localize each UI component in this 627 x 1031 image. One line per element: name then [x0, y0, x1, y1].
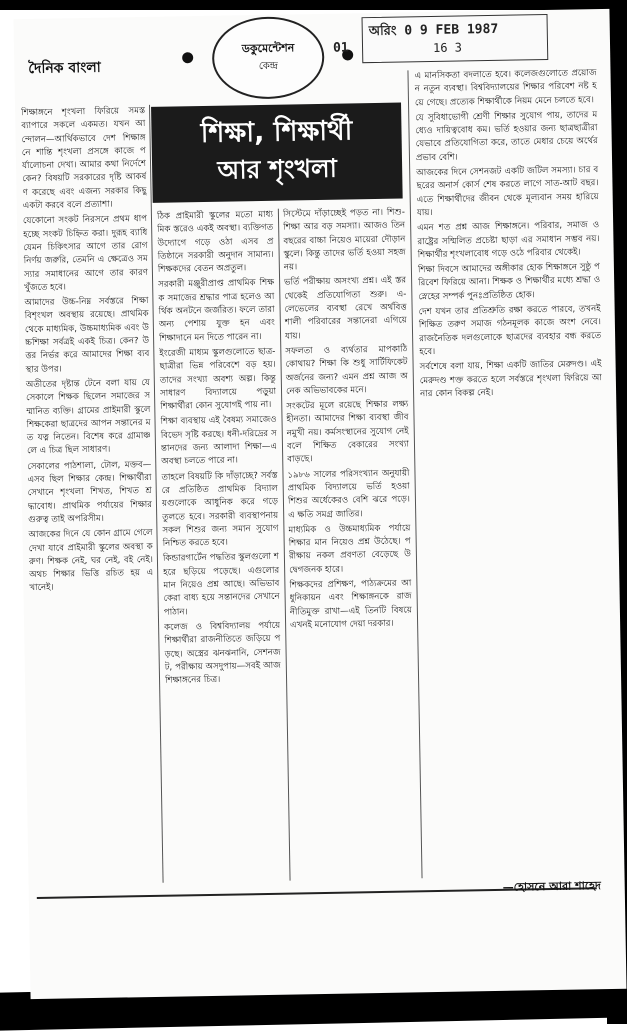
article-paragraph: শিক্ষাঙ্গনে শৃংখলা ফিরিয়ে সমস্ত ব্যাপারে সকলে একমত। যখন আন্দোলন—আর্থিকভাবে দেশ শিক্ষাঙ্গনে শান্তি শৃংখলা প্রসঙ্গে কাজে পর্যালোচনা দেখা। আমার কথা নির্দেশে কেন? বিষয়টি সরকারের দৃষ্টি আকর্ষণ করেছে এবং এজন্য সরকার কিছু একটা করবে বলে প্রত্যাশা।: [21, 105, 147, 212]
article-paragraph: এমন শত প্রশ্ন আজ শিক্ষাঙ্গনে। পরিবার, সমাজ ও রাষ্ট্রের সম্মিলিত প্রচেষ্টা ছাড়া এর সমাধান সম্ভব নয়। শিক্ষার্থীর শৃংখলাবোধ গড়ে ওঠে পরিবার থেকেই।: [417, 220, 600, 261]
article-paragraph: তাহলে বিষয়টি কি দাঁড়াচ্ছে? সর্বস্তরে প্রতিষ্ঠিত প্রাথমিক বিদ্যালয়গুলোকে আধুনিক করে গড়ে তুলতে হবে। সরকারী ব্যবস্থাপনায় সকল শিশুর জন্য সমান সুযোগ নিশ্চিত করতে হবে।: [161, 470, 279, 549]
documentation-stamp: [211, 16, 324, 100]
article-column-2: [157, 209, 285, 883]
article-paragraph: কিন্ডারগার্টেন পদ্ধতির স্কুলগুলো শহরে ছড়িয়ে পড়েছে। এগুলোর মান নিয়েও প্রশ্ন আছে। অভিভাবকেরা বাধ্য হয়ে সন্তানদের সেখানে পাঠান।: [162, 552, 280, 618]
article-column-3: [283, 206, 417, 880]
headline-line-2: আর শৃংখলা: [217, 153, 338, 185]
stamp-line-1: ডকুমেন্টেশন: [241, 41, 295, 56]
article-paragraph: আজকের দিনে সেশনজট একটি জটিল সমস্যা। চার বছরের অনার্স কোর্স শেষ করতে লাগে সাত-আট বছর। এতে শিক্ষার্থীদের জীবন থেকে মূল্যবান সময় হারিয়ে যায়।: [416, 165, 599, 219]
article-paragraph: ভর্তি পরীক্ষায় অসংখ্য প্রশ্ন। এই স্তর থেকেই প্রতিযোগিতা শুরু। এ-লেভেলের ব্যবস্থা রেখে অর্থবিত্তশালী পরিবারের সন্তানেরা এগিয়ে যায়।: [284, 275, 407, 342]
article-paragraph: সংকটের মূলে রয়েছে শিক্ষার লক্ষ্যহীনতা। আমাদের শিক্ষা ব্যবস্থা জীবনমুখী নয়। কর্মসংস্থানের সুযোগ নেই বলে শিক্ষিত বেকারের সংখ্যা বাড়ছে।: [286, 399, 410, 465]
article-paragraph: দেশ যখন তার প্রতিশ্রুতি রক্ষা করতে পারবে, তখনই শিক্ষিত তরুণ সমাজ গঠনমূলক কাজে অংশ নেবে। রাজনৈতিক দলগুলোকে ছাত্রদের ব্যবহার বন্ধ করতে হবে।: [418, 304, 602, 358]
punch-hole-left: [182, 52, 193, 63]
article-paragraph: সিস্টেমে দাঁড়াচ্ছেই পড়ত না। শিশু-শিক্ষা আর বড় সমস্যা। আজও তিন বছরের বাচ্চা নিয়েও মায়েরা দৌড়ান স্কুলে। কিন্তু তাদের ভর্তি হওয়া সহজ নয়।: [282, 207, 406, 273]
reference-number: 16 3: [432, 40, 463, 55]
article-paragraph: যেকোনো সংকট নিরসনে প্রথম ধাপ হচ্ছে সংকট চিহ্নিত করা। দুরূহ ব্যাধি যেমন চিকিৎসার আগে তার রোগ নির্ণয় জরুরি, তেমনি এ ক্ষেত্রেও সমস্যার সমাধানের আগে তার কারণ খুঁজতে হবে।: [22, 214, 149, 293]
article-paragraph: সেকালের পাঠশালা, টোল, মক্তব—এসব ছিল শিক্ষার কেন্দ্র। শিক্ষার্থীরা সেখানে শৃংখলা শিখত, শিখত শ্রদ্ধাবোধ। প্রাথমিক পর্যায়ের শিক্ষার গুরুত্ব তাই অপরিসীম।: [27, 459, 153, 525]
article-paragraph: শিক্ষা ব্যবস্থায় এই বৈষম্য সমাজেও বিভেদ সৃষ্টি করছে। ধনী-দরিদ্রের সন্তানদের জন্য আলাদা শিক্ষা—এ অবস্থা চলতে পারে না।: [160, 415, 278, 468]
article-paragraph: সফলতা ও ব্যর্থতার মাপকাঠি কোথায়? শিক্ষা কি শুধু সার্টিফিকেট অর্জনের জন্য? এমন প্রশ্ন আজ অনেক অভিভাবকের মনে।: [285, 344, 408, 397]
article-paragraph: যে সুবিধাভোগী শ্রেণী শিক্ষার সুযোগ পায়, তাদের মধ্যেও দায়িত্ববোধ কম। ভর্তি হওয়ার জন্য ছাত্রছাত্রীরা যেভাবে প্রতিযোগিতা করে, তাতে মেধার চেয়ে অর্থের প্রভাব বেশি।: [415, 109, 598, 164]
article-paragraph: আমাদের উচ্চ-নিম্ন সর্বস্তরে শিক্ষা বিশৃংখল অবস্থায় রয়েছে। প্রাথমিক থেকে মাধ্যমিক, উচ্চমাধ্যমিক এবং উচ্চশিক্ষা সর্বত্রই একই চিত্র। কেন? উত্তর নির্ভর করে আমাদের শিক্ষা ব্যবস্থার উপর।: [24, 296, 150, 375]
masthead: দৈনিক বাংলা: [28, 59, 101, 78]
scan-edge-top: [0, 0, 627, 10]
reference-date: অরিং 0 9 FEB 1987: [368, 21, 499, 40]
article-paragraph: এ মানসিকতা বদলাতে হবে। কলেজগুলোতে প্রয়োজন নতুন ব্যবস্থা। বিশ্ববিদ্যালয়ের শিক্ষার পরিবেশ নষ্ট হয়ে গেছে। প্রত্যেক শিক্ষার্থীকে নিয়ম মেনে চলতে হবে।: [414, 68, 597, 108]
article-paragraph: শিক্ষা দিবসে আমাদের অঙ্গীকার হোক শিক্ষাঙ্গনে সুষ্ঠু পরিবেশ ফিরিয়ে আনা। শিক্ষক ও শিক্ষার্থীর মধ্যে শ্রদ্ধা ও স্নেহের সম্পর্ক পুনঃপ্রতিষ্ঠিত হোক।: [417, 262, 601, 303]
headline-line-1: শিক্ষা, শিক্ষার্থী: [200, 115, 353, 150]
article-paragraph: মাধ্যমিক ও উচ্চমাধ্যমিক পর্যায়ে শিক্ষার মান নিয়েও প্রশ্ন উঠেছে। পরীক্ষায় নকল প্রবণতা বেড়েছে উদ্বেগজনক হারে।: [288, 523, 411, 576]
article-headline: [151, 103, 403, 203]
article-paragraph: অতীতের দৃষ্টান্ত টেনে বলা যায় যে সেকালে শিক্ষক ছিলেন সমাজের সম্মানিত ব্যক্তি। গ্রামের প্রাইমারী স্কুলে শিক্ষকেরা ছাত্রদের আপন সন্তানের মত যত্ন নিতেন। বিশেষ করে গ্রামাঞ্চলে এ চিত্র ছিল সাধারণ।: [25, 377, 151, 457]
article-paragraph: আজকের দিনে যে কোন গ্রামে গেলে দেখা যাবে প্রাইমারী স্কুলের অবস্থা করুণ। শিক্ষক নেই, ঘর নেই, বই নেই। অথচ শিক্ষার ভিত্তি রচিত হয় এখানেই।: [28, 528, 154, 594]
article-paragraph: ঠিক প্রাইমারী স্কুলের মতো মাধ্যমিক স্তরেও একই অবস্থা। ব্যক্তিগত উদ্যোগে গড়ে ওঠা এসব প্রতিষ্ঠানে সরকারী অনুদান সামান্য। শিক্ষকদের বেতন অপ্রতুল।: [156, 209, 274, 275]
article-paragraph: সর্বশেষে বলা যায়, শিক্ষা একটি জাতির মেরুদণ্ড। এই মেরুদণ্ড শক্ত করতে হলে সর্বস্তরে শৃংখলা ফিরিয়ে আনার কোন বিকল্প নেই।: [419, 359, 602, 400]
author-signature: —হোসনে আরা শাহেদ: [502, 879, 601, 894]
article-paragraph: শিক্ষকদের প্রশিক্ষণ, পাঠ্যক্রমের আধুনিকায়ন এবং শিক্ষাঙ্গনকে রাজনীতিমুক্ত রাখা—এই তিনটি বিষয়ে এখনই মনোযোগ দেয়া দরকার।: [289, 578, 412, 631]
article-paragraph: ১৯৮৬ সালের পরিসংখ্যান অনুযায়ী প্রাথমিক বিদ্যালয়ে ভর্তি হওয়া শিশুর অর্ধেকেরও বেশি ঝরে পড়ে। এ ক্ষতি সমগ্র জাতির।: [287, 468, 411, 521]
article-paragraph: কলেজ ও বিশ্ববিদ্যালয় পর্যায়ে শিক্ষার্থীরা রাজনীতিতে জড়িয়ে পড়ছে। অস্ত্রের ঝনঝনানি, সেশনজট, পরীক্ষায় অসদুপায়—সবই আজ শিক্ষাঙ্গনের চিত্র।: [164, 620, 281, 686]
stamp-line-2: কেন্দ্র: [258, 60, 279, 73]
reference-box: [332, 14, 549, 63]
article-paragraph: ইংরেজী মাধ্যম স্কুলগুলোতে ছাত্র-ছাত্রীরা ভিন্ন পরিবেশে বড় হয়। তাদের সংখ্যা অবশ্য অল্প। কিন্তু সাধারণ বিদ্যালয়ে পড়ুয়া শিক্ষার্থীরা কোন সুযোগই পায় না।: [159, 346, 277, 412]
newspaper-clipping: [13, 9, 626, 999]
article-column-4: [414, 67, 610, 878]
article-column-1: [21, 105, 159, 885]
article-paragraph: সরকারী মঞ্জুরীপ্রাপ্ত প্রাথমিক শিক্ষক সমাজের শ্রদ্ধার পাত্র হলেও আর্থিক অনটনে জর্জরিত। ফলে তারা অন্য পেশায় যুক্ত হন এবং শিক্ষাদানে মন দিতে পারেন না।: [158, 278, 275, 344]
reference-code: 01: [332, 40, 349, 56]
